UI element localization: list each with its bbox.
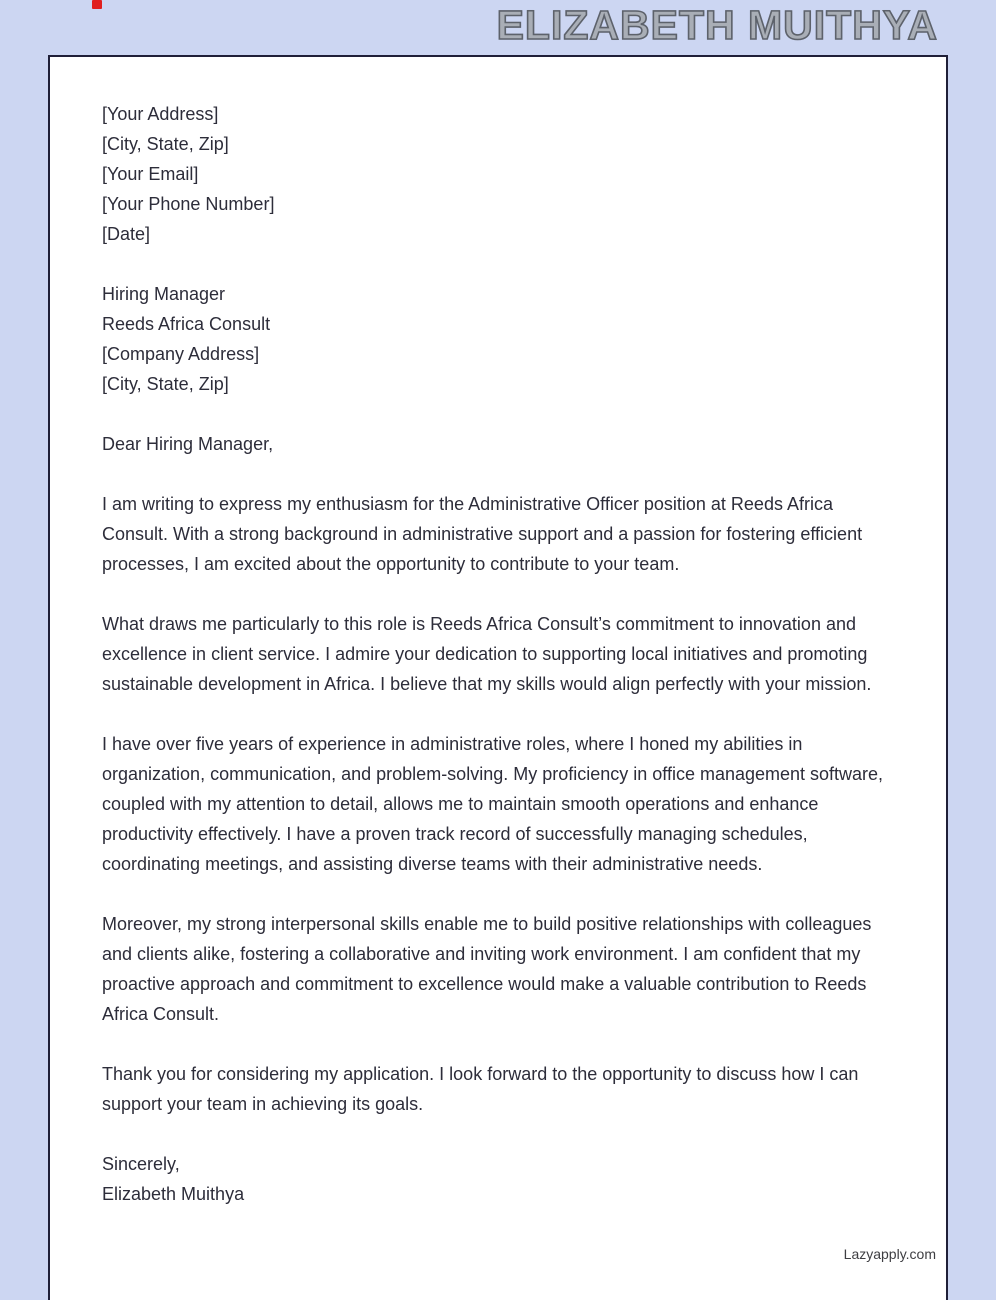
sender-address-block [102,99,894,249]
recipient-address-line: [Company Address] [102,344,260,364]
body-paragraph: I have over five years of experience in administrative roles, where I honed my abilities in organization, communication, and problem-solving. My proficiency in office management software, coupled with my attention to detail, allows me to maintain smooth operations and enhance productivity effectively. I have a proven track record of successfully managing schedules, coordinating meetings, and assisting diverse teams with their administrative needs. [102,734,884,874]
sender-address-line: [Your Address] [102,104,219,124]
recipient-address-line: Hiring Manager [102,284,226,304]
sender-address-line: [Your Email] [102,164,199,184]
sender-address-line: [Your Phone Number] [102,194,275,214]
letter-content [50,57,946,1209]
body-paragraph: Moreover, my strong interpersonal skills enable me to build positive relationships with colleagues and clients alike, fostering a collaborative and inviting work environment. I am confident that my proactive approach and commitment to excellence would make a valuable contribution to Reeds Africa Consult. [102,914,872,1024]
signature-name: Elizabeth Muithya [102,1184,245,1204]
page-title: ELIZABETH MUITHYA [496,2,938,48]
recipient-address-line: Reeds Africa Consult [102,314,271,334]
red-mark [92,0,102,9]
watermark: Lazyapply.com [843,1246,936,1262]
recipient-address-line: [City, State, Zip] [102,374,229,394]
closing-line: Sincerely, [102,1154,180,1174]
body-paragraph: I am writing to express my enthusiasm for the Administrative Officer position at Reeds Africa Consult. With a strong background in administrative support and a passion for fostering efficient processes, I am excited about the opportunity to contribute to your team. [102,494,863,574]
salutation: Dear Hiring Manager, [102,434,274,454]
sender-address-line: [City, State, Zip] [102,134,229,154]
letter-page [48,55,948,1300]
sender-address-line: [Date] [102,224,151,244]
body-paragraph: What draws me particularly to this role is Reeds Africa Consult’s commitment to innovation and excellence in client service. I admire your dedication to supporting local initiatives and promoting sustainable development in Africa. I believe that my skills would align perfectly with your mission. [102,614,872,694]
recipient-address-block [102,279,894,399]
closing-block [102,1149,894,1209]
body-paragraph: Thank you for considering my application. I look forward to the opportunity to discuss how I can support your team in achieving its goals. [102,1064,859,1114]
